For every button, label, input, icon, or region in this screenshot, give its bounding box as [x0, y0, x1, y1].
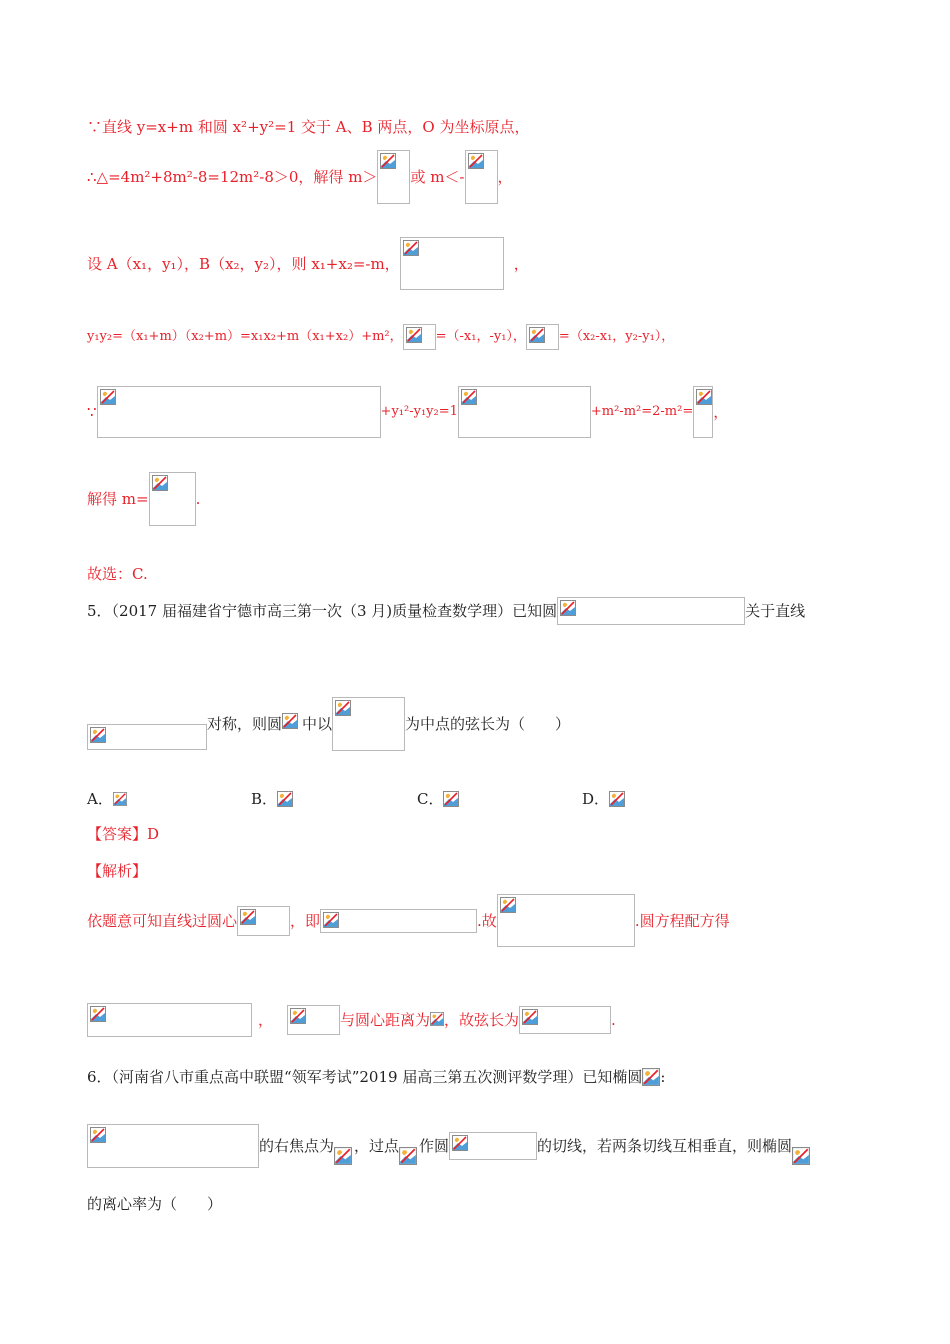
question-text: 的右焦点为: [259, 1137, 335, 1155]
solution-text: ，: [713, 403, 729, 421]
broken-image-icon: [430, 1009, 444, 1029]
formula-image: [87, 1003, 252, 1037]
formula-image: [149, 472, 196, 526]
analysis-text: .: [611, 1011, 616, 1029]
formula-image: [97, 386, 381, 438]
solution-line-4: [87, 324, 674, 350]
solution-line-2: [87, 150, 513, 204]
broken-image-icon: [443, 790, 459, 808]
solution-line-1: [87, 117, 529, 137]
analysis-text: 与圆心距离为: [340, 1011, 431, 1029]
formula-image: [430, 1009, 444, 1031]
q5-stem-line-2: [87, 697, 570, 751]
option-d[interactable]: [582, 788, 625, 809]
option-label: A．: [87, 790, 113, 808]
broken-image-icon: [282, 713, 298, 729]
formula-image: [557, 597, 745, 625]
formula-image: [377, 150, 410, 204]
analysis-text: .故: [477, 911, 497, 930]
vector-image: [403, 324, 436, 350]
analysis-line-2: [87, 1003, 616, 1037]
q6-stem-line-3: [87, 1194, 222, 1214]
broken-image-icon: [500, 897, 516, 913]
broken-image-icon: [609, 790, 625, 808]
solution-text: ∵: [87, 403, 97, 421]
formula-image: [642, 1067, 660, 1087]
question-text: :: [660, 1068, 666, 1086]
question-text: 关于直线: [745, 602, 806, 620]
broken-image-icon: [468, 153, 484, 169]
question-text: 的离心率为（ ）: [87, 1195, 223, 1213]
question-text: 对称，则圆: [207, 715, 283, 733]
formula-image: [87, 724, 207, 750]
formula-image: [400, 237, 504, 290]
broken-image-icon: [240, 909, 256, 925]
broken-image-icon: [560, 600, 576, 616]
question-text: 的切线，若两条切线互相垂直，则椭圆: [537, 1137, 793, 1155]
solution-choice: [87, 564, 148, 584]
formula-image: [519, 1006, 611, 1034]
broken-image-icon: [403, 240, 419, 256]
broken-image-icon: [452, 1135, 468, 1151]
question-text: 作圆: [419, 1137, 450, 1155]
broken-image-icon: [792, 1146, 810, 1166]
answer-text: 【答案】D: [87, 825, 160, 843]
solution-text: y₁y₂=（x₁+m）（x₂+m）=x₁x₂+m（x₁+x₂）+m²，: [87, 329, 403, 344]
broken-image-icon: [152, 475, 168, 491]
formula-image: [399, 1146, 419, 1168]
formula-image: [282, 713, 302, 735]
broken-image-icon: [277, 790, 293, 808]
vector-image: [526, 324, 559, 350]
solution-text: 故选：C.: [87, 565, 148, 583]
formula-image: [237, 906, 290, 936]
analysis-line-1: [87, 894, 730, 947]
formula-image: [458, 386, 591, 438]
option-a[interactable]: [87, 788, 127, 809]
broken-image-icon: [696, 389, 712, 405]
solution-text: 或 m＜-: [410, 168, 465, 186]
solution-line-5: [87, 386, 728, 438]
solution-text: 设 A（x₁，y₁），B（x₂，y₂），则 x₁+x₂=-m，: [87, 254, 400, 273]
question-text: 中以: [302, 715, 333, 733]
broken-image-icon: [399, 1146, 417, 1166]
analysis-text: 依题意可知直线过圆心: [87, 911, 238, 930]
broken-image-icon: [323, 912, 339, 928]
broken-image-icon: [113, 790, 127, 808]
question-text: 为中点的弦长为（ ）: [405, 715, 571, 733]
solution-text: ∵直线 y=x+m 和圆 x²+y²=1 交于 A、B 两点，O 为坐标原点，: [87, 118, 530, 136]
broken-image-icon: [335, 700, 351, 716]
solution-text: =（x₂-x₁，y₂-y₁），: [558, 329, 675, 344]
formula-image: [334, 1146, 354, 1168]
broken-image-icon: [522, 1009, 538, 1025]
broken-image-icon: [380, 153, 396, 169]
question-text: 6．（河南省八市重点高中联盟“领军考试”2019 届高三第五次测评数学理）已知椭圆: [87, 1068, 643, 1086]
solution-line-3: [87, 237, 529, 290]
solution-text: =（-x₁，-y₁），: [435, 329, 526, 344]
broken-image-icon: [90, 1127, 106, 1143]
analysis-text: ，故弦长为: [444, 1011, 520, 1029]
broken-image-icon: [642, 1067, 660, 1087]
broken-image-icon: [334, 1146, 352, 1166]
option-image: [443, 790, 459, 808]
analysis-text: ，: [258, 1011, 274, 1029]
q6-stem-line-2: [87, 1124, 812, 1168]
option-b[interactable]: [251, 788, 293, 809]
q6-stem-line-1: [87, 1066, 665, 1087]
formula-image: [693, 386, 713, 438]
formula-image: [792, 1146, 812, 1168]
broken-image-icon: [406, 327, 422, 343]
formula-image: [87, 1124, 259, 1168]
analysis-text: .圆方程配方得: [634, 911, 730, 930]
analysis-title-text: 【解析】: [87, 862, 148, 880]
formula-image: [465, 150, 498, 204]
formula-image: [287, 1005, 340, 1035]
solution-text: .: [195, 490, 201, 508]
solution-line-6: [87, 472, 200, 526]
question-text: 5．（2017 届福建省宁德市高三第一次（3 月)质量检查数学理）已知圆: [87, 602, 558, 620]
option-image: [609, 790, 625, 808]
broken-image-icon: [90, 1006, 106, 1022]
formula-image: [449, 1132, 537, 1160]
solution-text: ，: [497, 168, 513, 186]
option-label: C．: [417, 790, 444, 808]
broken-image-icon: [529, 327, 545, 343]
solution-text: +y₁²-y₁y₂=1: [380, 404, 458, 419]
analysis-text: ，即: [290, 911, 321, 930]
broken-image-icon: [90, 727, 106, 743]
solution-text: 解得 m=: [87, 490, 149, 508]
option-c[interactable]: [417, 788, 459, 809]
broken-image-icon: [290, 1008, 306, 1024]
q5-stem-line-1: [87, 597, 805, 625]
solution-text: ∴△=4m²+8m²-8=12m²-8＞0，解得 m＞: [87, 168, 378, 186]
formula-image: [497, 894, 635, 947]
formula-image: [332, 697, 405, 751]
option-label: D．: [582, 790, 610, 808]
option-image: [113, 790, 127, 808]
analysis-title: [87, 861, 147, 881]
solution-text: ，: [513, 254, 529, 273]
question-text: ，过点: [354, 1137, 400, 1155]
option-image: [277, 790, 293, 808]
formula-image: [320, 909, 477, 933]
broken-image-icon: [461, 389, 477, 405]
option-label: B．: [251, 790, 278, 808]
answer-line: [87, 824, 159, 844]
broken-image-icon: [100, 389, 116, 405]
solution-text: +m²-m²=2-m²=: [590, 404, 694, 419]
